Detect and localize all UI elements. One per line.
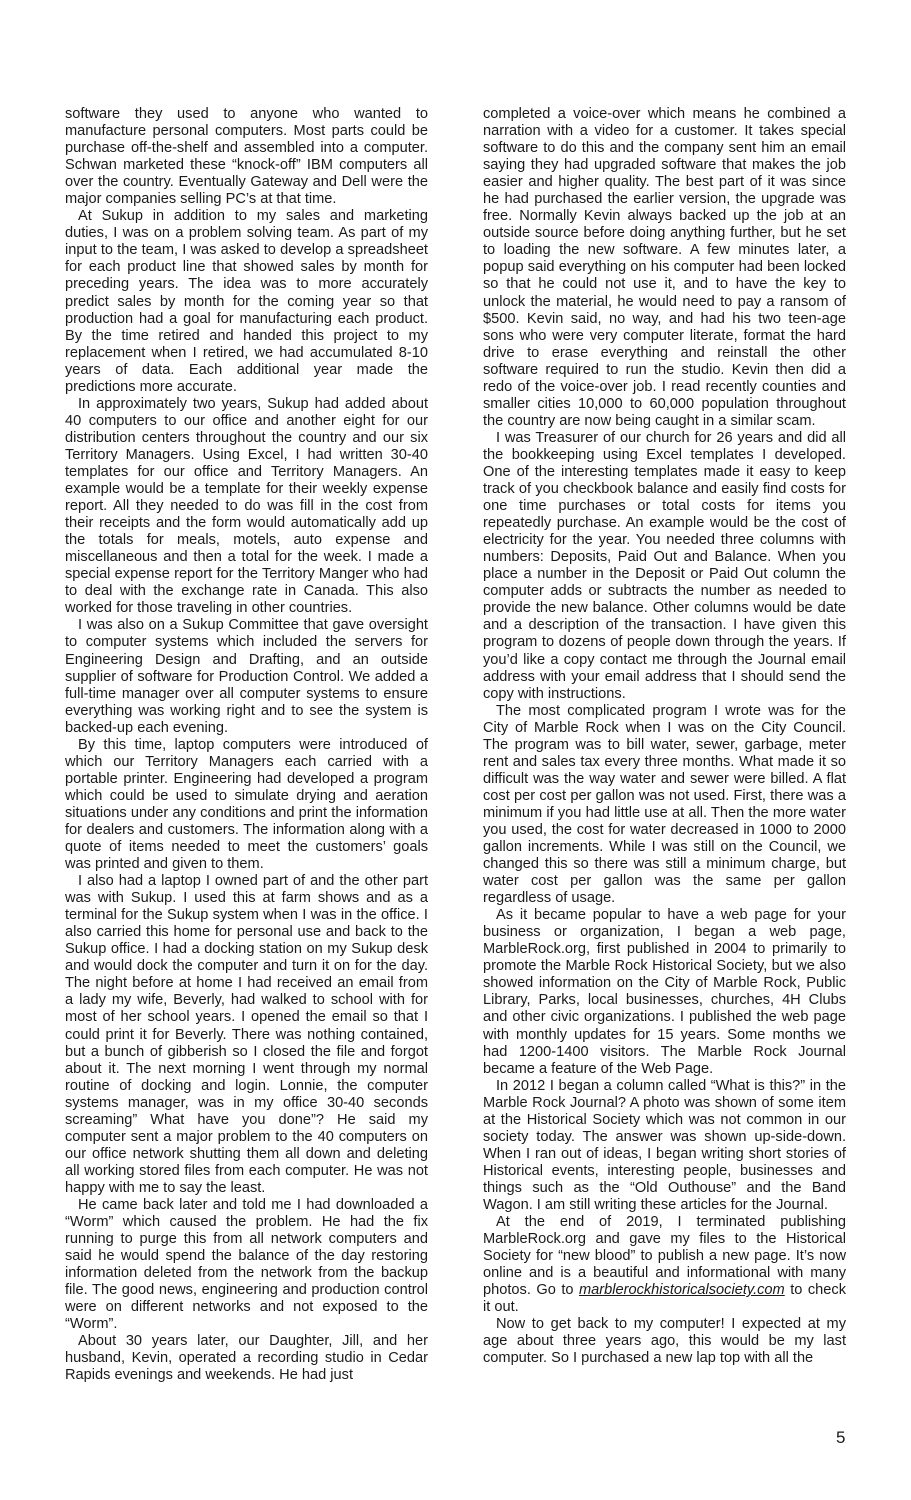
right-column [483,106,846,1367]
paragraph: As it became popular to have a web page for your business or organization, I began a web page, MarbleRock.org, first published in 2004 to primarily to promote the Marble Rock Historical Society, but we also showed information on the City of Marble Rock, Public Library, Parks, local businesses, churches, 4H Clubs and other civic organizations. I published the web page with monthly updates for 15 years. Some months we had 1200-1400 visitors. The Marble Rock Journal became a feature of the Web Page. [483,907,846,1077]
paragraph [483,1214,846,1316]
paragraph: software they used to anyone who wanted to manufacture personal computers. Most parts could be purchase off-the-shelf and assembled into a computer. Schwan marketed these “knock-off” IBM computers all over the country. Eventually Gateway and Dell were the major companies selling PC’s at that time. [65,106,428,208]
paragraph: completed a voice-over which means he combined a narration with a video for a customer. It takes special software to do this and the company sent him an email saying they had upgraded software that makes the job easier and higher quality. The best part of it was since he had purchased the earlier version, the upgrade was free. Normally Kevin always backed up the job at an outside source before doing anything further, but he set to loading the new software. A few minutes later, a popup said everything on his computer had been locked so that he could not use it, and to have the key to unlock the material, he would need to pay a ransom of $500. Kevin said, no way, and had his two teen-age sons who were very computer literate, format the hard drive to erase everything and reinstall the other software required to run the studio. Kevin then did a redo of the voice-over job. I read recently counties and smaller cities 10,000 to 60,000 population throughout the country are now being caught in a similar scam. [483,106,846,429]
paragraph: In approximately two years, Sukup had added about 40 computers to our office and another eight for our distribution centers throughout the country and our six Territory Managers. Using Excel, I had written 30-40 templates for our office and Territory Managers. An example would be a template for their weekly expense report. All they needed to do was fill in the cost from their receipts and the form would automatically add up the totals for meals, motels, auto expense and miscellaneous and then a total for the week. I made a special expense report for the Territory Manger who had to deal with the exchange rate in Canada. This also worked for those traveling in other countries. [65,395,428,617]
paragraph: I was Treasurer of our church for 26 years and did all the bookkeeping using Excel templates I developed. One of the interesting templates made it easy to keep track of you checkbook balance and easily find costs for one time purchases or total costs for items you repeatedly purchase. An example would be the cost of electricity for the year. You needed three columns with numbers: Deposits, Paid Out and Balance. When you place a number in the Deposit or Paid Out column the computer adds or subtracts the number as needed to provide the new balance. Other columns would be date and a description of the transaction. I have given this program to dozens of people down through the years. If you’d like a copy contact me through the Journal email address with your email address that I should send the copy with instructions. [483,429,846,702]
paragraph: Now to get back to my computer! I expected at my age about three years ago, this would be my last computer. So I purchased a new lap top with all the [483,1316,846,1367]
paragraph-text: to check it out. [483,1282,846,1316]
paragraph: I was also on a Sukup Committee that gave oversight to computer systems which included the servers for Engineering Design and Drafting, and an outside supplier of software for Production Control. We added a full-time manager over all computer systems to ensure everything was working right and to see the system is backed-up each evening. [65,617,428,736]
paragraph: I also had a laptop I owned part of and the other part was with Sukup. I used this at farm shows and as a terminal for the Sukup system when I was in the office. I also carried this home for personal use and back to the Sukup office. I had a docking station on my Sukup desk and would dock the computer and turn it on for the day. The night before at home I had received an email from a lady my wife, Beverly, had walked to school with for most of her school years. I opened the email so that I could print it for Beverly. There was nothing contained, but a bunch of gibberish so I closed the file and forgot about it. The next morning I went through my normal routine of docking and login. Lonnie, the computer systems manager, was in my office 30-40 seconds screaming” What have you done”? He said my computer sent a major problem to the 40 computers on our office network shutting them all down and deleting all working stored files from each computer. He was not happy with me to say the least. [65,873,428,1196]
page-number: 5 [836,1428,846,1447]
left-column [65,106,428,1385]
paragraph: About 30 years later, our Daughter, Jill, and her husband, Kevin, operated a recording studio in Cedar Rapids evenings and weekends. He had just [65,1333,428,1384]
paragraph: He came back later and told me I had downloaded a “Worm” which caused the problem. He had the fix running to purge this from all network computers and said he would spend the balance of the day restoring information deleted from the network from the backup file. The good news, engineering and production control were on different networks and not exposed to the “Worm”. [65,1197,428,1333]
paragraph: The most complicated program I wrote was for the City of Marble Rock when I was on the City Council. The program was to bill water, sewer, garbage, meter rent and sales tax every three months. What made it so difficult was the way water and sewer were billed. A flat cost per cost per gallon was not used. First, there was a minimum if you had little use at all. Then the more water you used, the cost for water decreased in 1000 to 2000 gallon increments. While I was still on the Council, we changed this so there was still a minimum charge, but water cost per gallon was the same per gallon regardless of usage. [483,702,846,907]
paragraph: By this time, laptop computers were introduced of which our Territory Managers each carried with a portable printer. Engineering had developed a program which could be used to simulate drying and aeration situations under any conditions and print the information for dealers and customers. The information along with a quote of items needed to meet the customers’ goals was printed and given to them. [65,736,428,873]
paragraph-text: At the end of 2019, I terminated publishing MarbleRock.org and gave my files to the Historical Society for “new blood” to publish a new page. It’s now online and is a beautiful and informational with many photos. Go to [483,1214,846,1299]
society-website-link[interactable]: marblerockhistoricalsociety.com [578,1282,785,1299]
paragraph: In 2012 I began a column called “What is this?” in the Marble Rock Journal? A photo was shown of some item at the Historical Society which was not common in our society today. The answer was shown up-side-down. When I ran out of ideas, I began writing short stories of Historical events, interesting people, businesses and things such as the “Old Outhouse” and the Band Wagon. I am still writing these articles for the Journal. [483,1077,846,1213]
paragraph: At Sukup in addition to my sales and marketing duties, I was on a problem solving team. As part of my input to the team, I was asked to develop a spreadsheet for each product line that showed sales by month for preceding years. The idea was to more accurately predict sales by month for the coming year so that production had a goal for manufacturing each product. By the time retired and handed this project to my replacement when I retired, we had accumulated 8-10 years of data. Each additional year made the predictions more accurate. [65,208,428,395]
